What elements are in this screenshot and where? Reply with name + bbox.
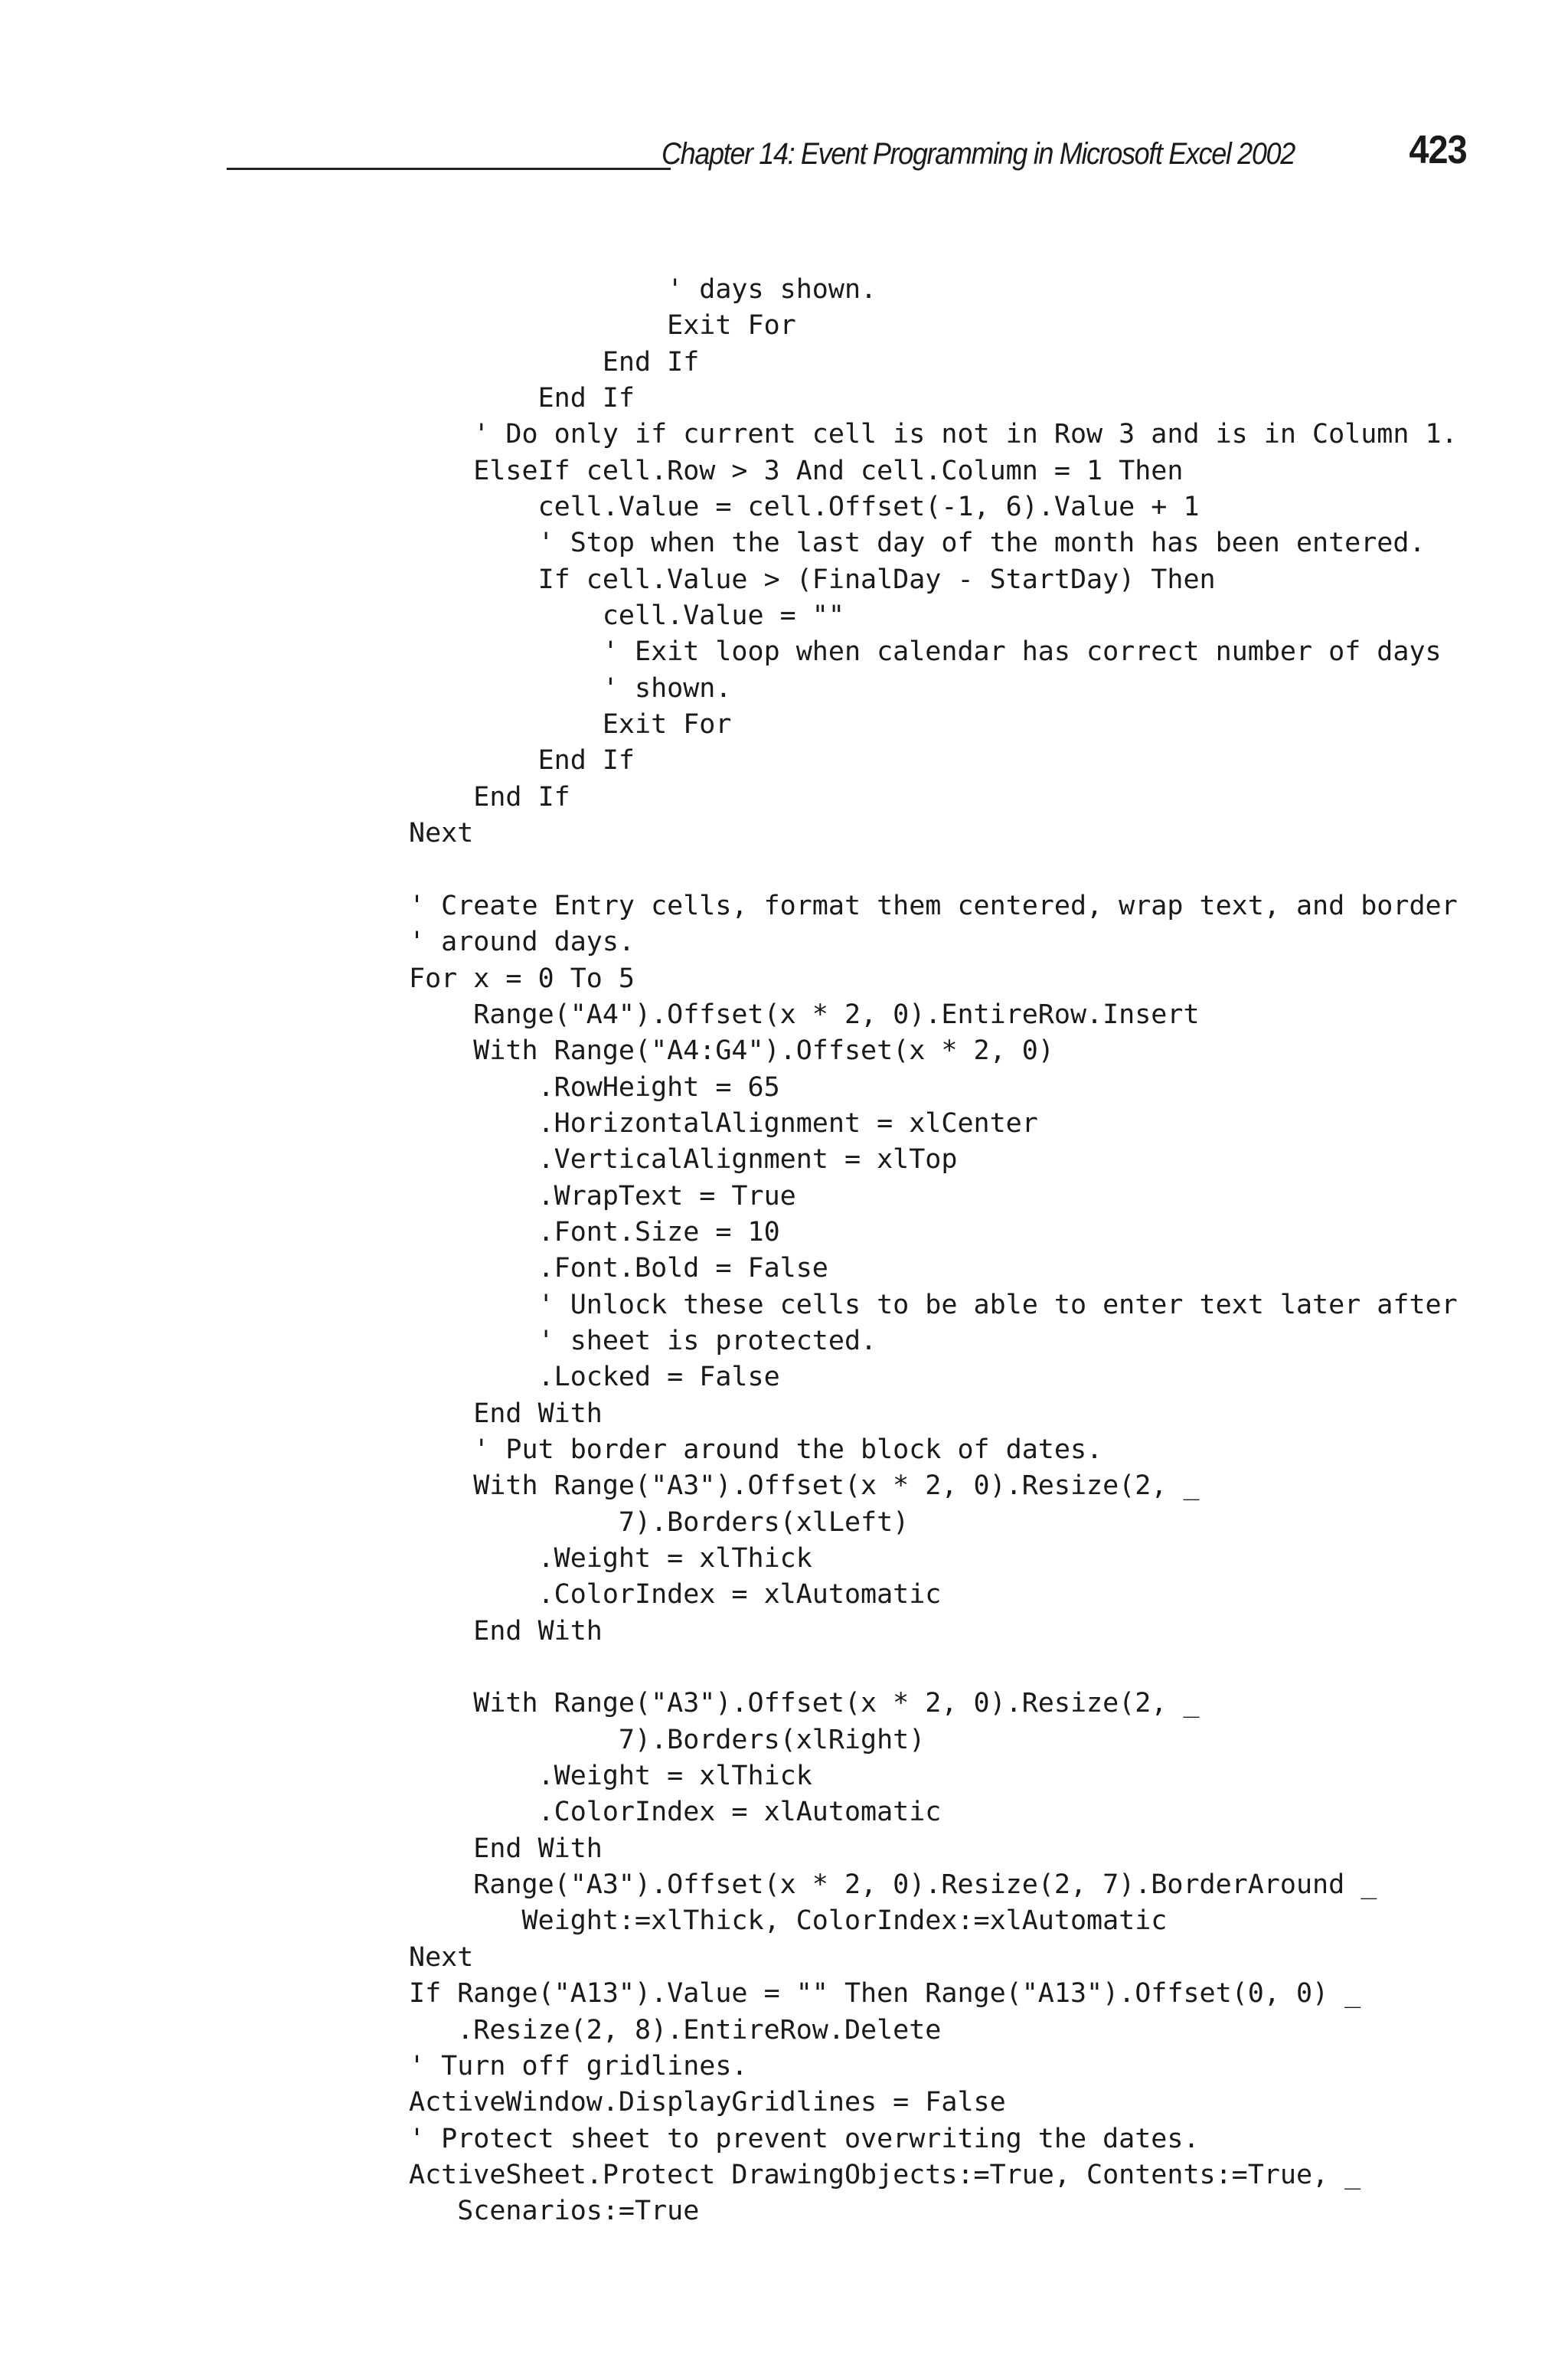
code-line: For x = 0 To 5 [409,963,635,994]
code-line: .HorizontalAlignment = xlCenter [409,1107,1038,1139]
code-line: Range("A3").Offset(x * 2, 0).Resize(2, 7).BorderAround _ [409,1869,1377,1901]
code-line: .Font.Size = 10 [409,1216,780,1248]
code-line: End If [409,346,700,378]
code-line: ElseIf cell.Row > 3 And cell.Column = 1 Then [409,455,1184,486]
code-line: .VerticalAlignment = xlTop [409,1144,958,1176]
code-line: ' Protect sheet to prevent overwriting the dates. [409,2123,1200,2154]
code-line: .ColorIndex = xlAutomatic [409,1797,942,1828]
code-line [409,1650,1458,1686]
code-line: ' sheet is protected. [409,1325,877,1356]
code-line: Next [409,1941,474,1973]
code-line: ActiveWindow.DisplayGridlines = False [409,2087,1006,2118]
code-line: Scenarios:=True [409,2196,700,2227]
code-line: ' days shown. [409,274,877,305]
code-line: Weight:=xlThick, ColorIndex:=xlAutomatic [409,1905,1168,1937]
code-line: ' Turn off gridlines. [409,2050,748,2082]
code-line: ' Create Entry cells, format them centered, wrap text, and border [409,890,1458,921]
code-line: ' Put border around the block of dates. [409,1434,1103,1465]
code-line: 7).Borders(xlLeft) [409,1506,910,1538]
code-line: .Weight = xlThick [409,1761,812,1792]
code-line: ActiveSheet.Protect DrawingObjects:=True, Contents:=True, _ [409,2159,1361,2190]
code-line: .WrapText = True [409,1180,796,1212]
code-line: cell.Value = cell.Offset(-1, 6).Value + 1 [409,492,1200,523]
code-line: Range("A4").Offset(x * 2, 0).EntireRow.Insert [409,999,1200,1030]
code-line: End If [409,383,635,414]
code-line: Next [409,818,474,849]
code-line: End With [409,1615,603,1647]
code-line: ' Do only if current cell is not in Row 3 and is in Column 1. [409,419,1458,450]
code-line: ' around days. [409,927,635,958]
code-line: Exit For [409,709,732,741]
code-line: .RowHeight = 65 [409,1071,780,1103]
code-line: .Locked = False [409,1362,780,1393]
code-line: End If [409,781,570,813]
code-line: ' Stop when the last day of the month has been entered. [409,528,1426,559]
code-listing [409,272,1458,2230]
code-line: .Resize(2, 8).EntireRow.Delete [409,2014,942,2046]
chapter-title: Chapter 14: Event Programming in Microsoft Excel 2002 [662,137,1295,171]
code-line: With Range("A4:G4").Offset(x * 2, 0) [409,1035,1054,1067]
page-number: 423 [1409,128,1467,172]
code-line: With Range("A3").Offset(x * 2, 0).Resize(2, _ [409,1470,1200,1502]
header-rule [227,168,671,170]
code-line: .ColorIndex = xlAutomatic [409,1579,942,1611]
code-line: End With [409,1833,603,1864]
code-line: Exit For [409,310,796,342]
code-line: End If [409,745,635,777]
code-line: 7).Borders(xlRight) [409,1724,926,1755]
code-line: ' Unlock these cells to be able to enter text later after [409,1289,1458,1320]
code-line: If cell.Value > (FinalDay - StartDay) Then [409,564,1216,595]
running-header [227,123,1467,176]
code-line: .Weight = xlThick [409,1543,812,1575]
code-line [409,852,1458,888]
code-line: cell.Value = "" [409,600,844,632]
code-line: If Range("A13").Value = "" Then Range("A13").Offset(0, 0) _ [409,1978,1361,2010]
code-line: ' shown. [409,672,732,704]
code-line: ' Exit loop when calendar has correct number of days [409,636,1442,668]
code-line: End With [409,1398,603,1429]
code-line: With Range("A3").Offset(x * 2, 0).Resize(2, _ [409,1688,1200,1719]
code-line: .Font.Bold = False [409,1253,828,1284]
